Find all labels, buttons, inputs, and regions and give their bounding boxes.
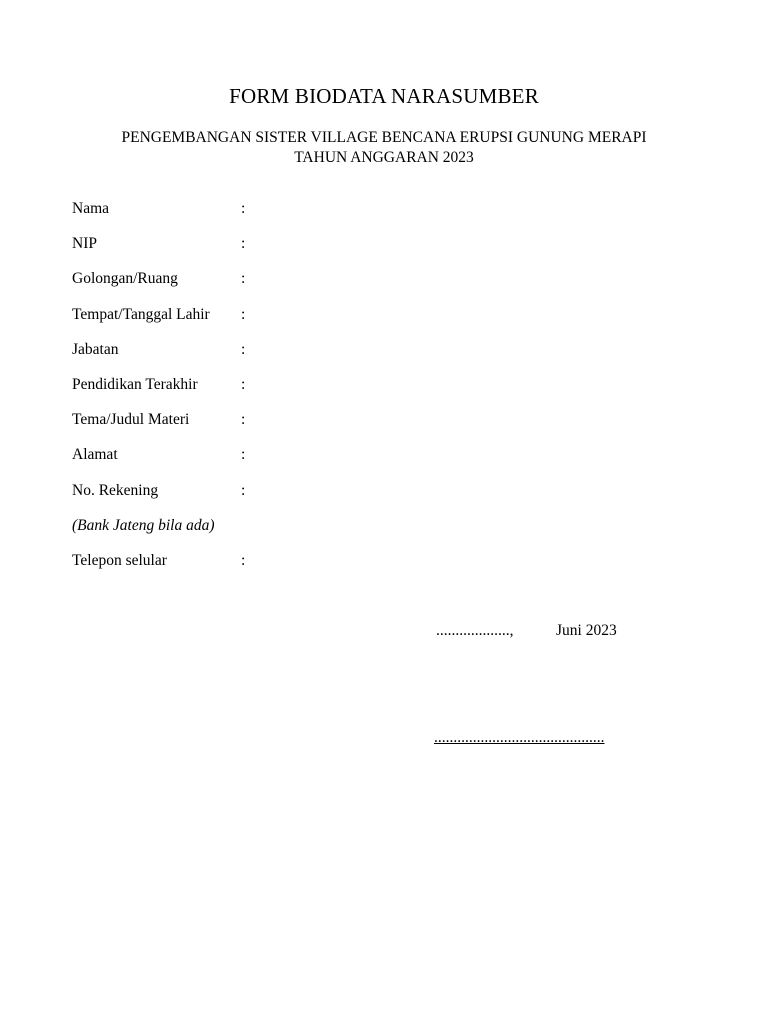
field-nip [72, 234, 572, 269]
signature-place-placeholder: ..................., [436, 622, 514, 639]
field-colon: : [241, 375, 246, 393]
field-no-rekening [72, 481, 572, 516]
field-tempat-tanggal-lahir [72, 305, 572, 340]
field-colon: : [241, 340, 246, 358]
field-tema-judul-materi [72, 410, 572, 445]
field-label: Alamat [72, 446, 118, 464]
subtitle-line-2: TAHUN ANGGARAN 2023 [294, 149, 474, 166]
subtitle-line-1: PENGEMBANGAN SISTER VILLAGE BENCANA ERUPSI GUNUNG MERAPI [121, 129, 647, 146]
signature-name-placeholder: ............................................ [434, 729, 605, 746]
field-colon: : [241, 446, 246, 464]
field-label: Golongan/Ruang [72, 270, 178, 288]
signature-date-line [436, 622, 617, 640]
field-label: Pendidikan Terakhir [72, 375, 198, 393]
field-colon: : [241, 481, 246, 499]
field-jabatan [72, 340, 572, 375]
field-telepon-selular [72, 551, 572, 586]
field-label: Tempat/Tanggal Lahir [72, 305, 210, 323]
field-colon: : [241, 235, 246, 253]
biodata-fields [72, 199, 572, 586]
field-nama [72, 199, 572, 234]
field-label: No. Rekening [72, 481, 159, 499]
field-label: Jabatan [72, 340, 119, 358]
field-colon: : [241, 305, 246, 323]
field-colon: : [241, 200, 246, 217]
signature-date: Juni 2023 [556, 622, 617, 639]
field-label: NIP [72, 235, 97, 253]
field-label: Telepon selular [72, 551, 167, 569]
field-pendidikan-terakhir [72, 375, 572, 410]
field-label: Tema/Judul Materi [72, 411, 190, 429]
field-label: Nama [72, 200, 110, 217]
field-bank-note [72, 516, 572, 551]
field-label: (Bank Jateng bila ada) [72, 516, 215, 534]
field-golongan-ruang [72, 269, 572, 304]
field-colon: : [241, 411, 246, 429]
field-colon: : [241, 551, 246, 569]
page-title: FORM BIODATA NARASUMBER [229, 84, 539, 108]
field-alamat [72, 445, 572, 480]
field-colon: : [241, 270, 246, 288]
